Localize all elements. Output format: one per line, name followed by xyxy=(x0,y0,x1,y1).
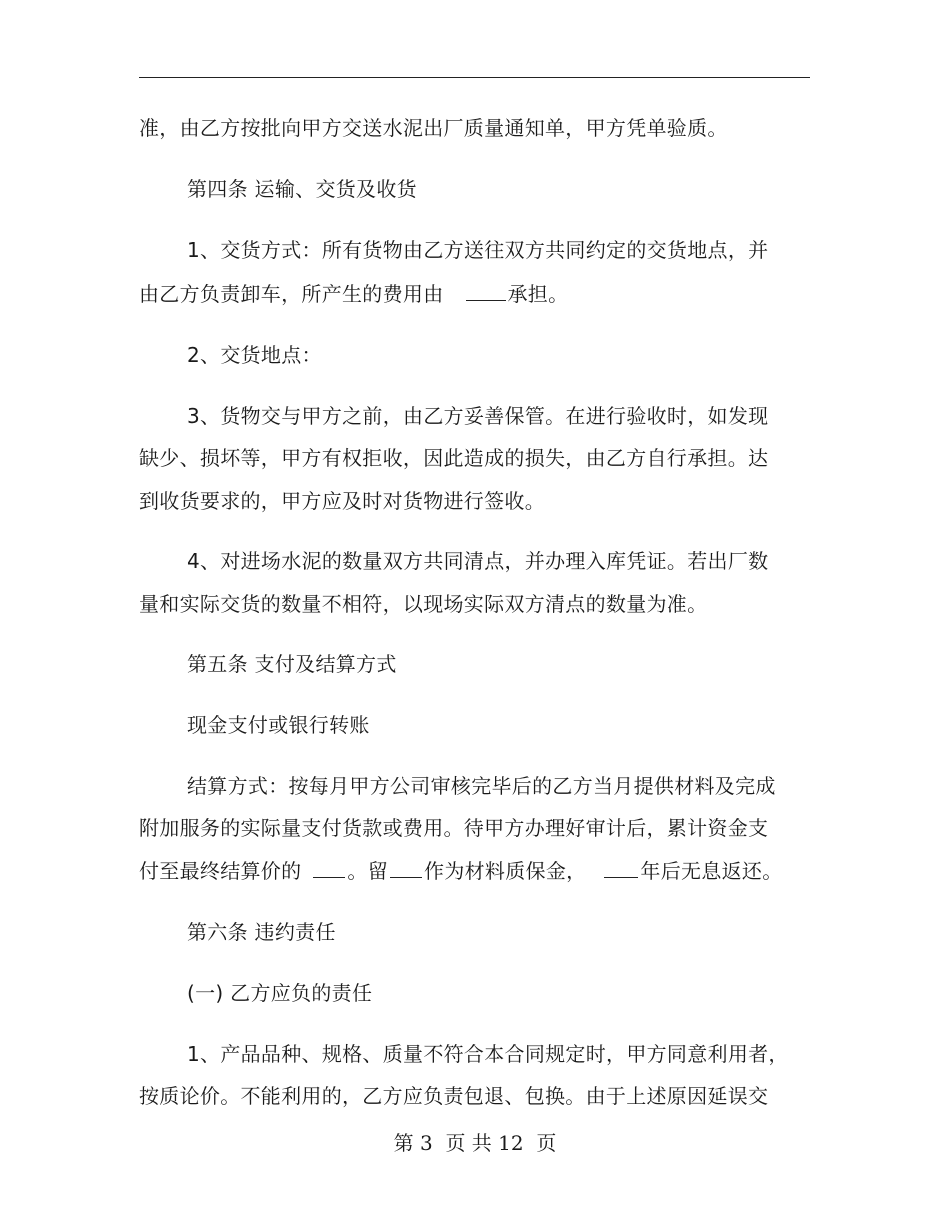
section-heading-6: 第六条 违约责任 xyxy=(187,920,336,944)
text-line xyxy=(139,280,568,308)
text-line: 现金支付或银行转账 xyxy=(187,713,370,737)
section-heading-4: 第四条 运输、交货及收货 xyxy=(187,177,417,201)
text-line xyxy=(139,857,783,885)
text-segment: 由乙方负责卸车，所产生的费用由 xyxy=(139,282,444,306)
fill-in-blank xyxy=(313,859,345,878)
page-footer: 第 3 页 共 12 页 xyxy=(393,1131,557,1155)
text-line: 2、交货地点： xyxy=(187,343,322,367)
text-line: 按质论价。不能利用的，乙方应负责包退、包换。由于上述原因延误交 xyxy=(139,1084,769,1108)
subsection-heading: (一) 乙方应负的责任 xyxy=(187,981,373,1005)
text-line: 准，由乙方按批向甲方交送水泥出厂质量通知单，甲方凭单验质。 xyxy=(139,116,728,140)
header-rule xyxy=(139,77,810,78)
text-line: 3、货物交与甲方之前，由乙方妥善保管。在进行验收时，如发现 xyxy=(187,404,769,428)
text-segment: 作为材料质保金， xyxy=(424,859,587,883)
text-segment: 。留 xyxy=(347,859,389,883)
fill-in-blank xyxy=(390,859,422,878)
text-line: 缺少、损坏等，甲方有权拒收，因此造成的损失，由乙方自行承担。达 xyxy=(139,446,769,470)
text-segment: 年后无息返还。 xyxy=(640,859,783,883)
text-line: 结算方式：按每月甲方公司审核完毕后的乙方当月提供材料及完成 xyxy=(187,774,776,798)
fill-in-blank xyxy=(466,282,506,301)
text-line: 量和实际交货的数量不相符，以现场实际双方清点的数量为准。 xyxy=(139,592,708,616)
text-line: 1、交货方式：所有货物由乙方送往双方共同约定的交货地点，并 xyxy=(187,238,769,262)
text-line: 到收货要求的，甲方应及时对货物进行签收。 xyxy=(139,489,545,513)
text-line: 4、对进场水泥的数量双方共同清点，并办理入库凭证。若出厂数 xyxy=(187,549,769,573)
fill-in-blank xyxy=(604,859,638,878)
text-line: 附加服务的实际量支付货款或费用。待甲方办理好审计后，累计资金支 xyxy=(139,816,769,840)
text-segment: 付至最终结算价的 xyxy=(139,859,302,883)
text-segment: 承担。 xyxy=(507,282,569,306)
text-line: 1、产品品种、规格、质量不符合本合同规定时，甲方同意利用者， xyxy=(187,1042,789,1066)
section-heading-5: 第五条 支付及结算方式 xyxy=(187,652,397,676)
